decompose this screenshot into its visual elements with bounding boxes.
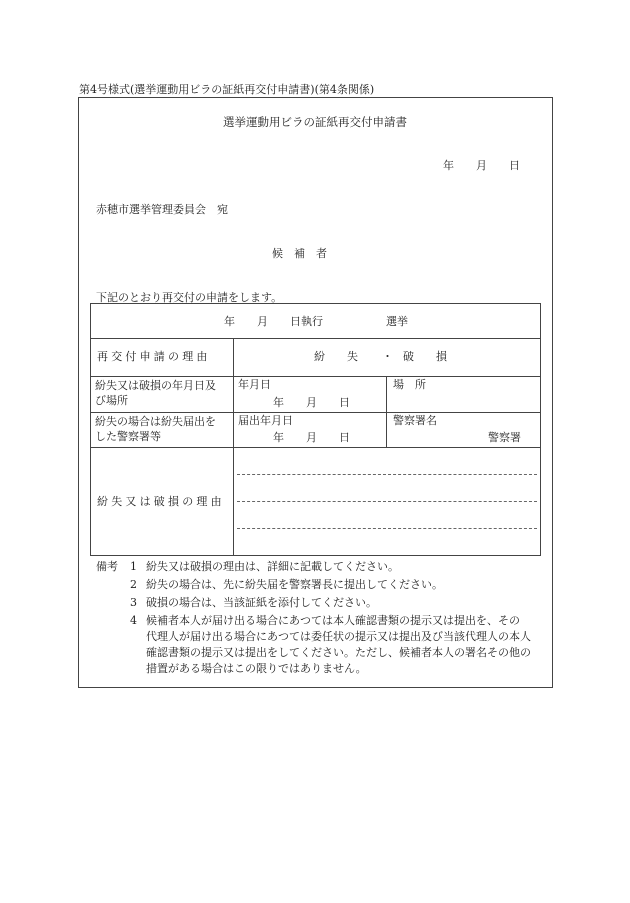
reason-label: 再交付申請の理由 <box>97 350 211 363</box>
election-name-label: 選挙 <box>386 315 408 328</box>
request-sentence: 下記のとおり再交付の申請をします。 <box>96 291 283 304</box>
note-text: 紛失又は破損の理由は、詳細に記載してください。 <box>146 560 399 573</box>
note-text: 確認書類の提示又は提出をしてください。ただし、候補者本人の署名その他の <box>146 646 531 659</box>
loss-date-place-label-line2: び場所 <box>95 394 128 407</box>
loss-date-field[interactable]: 年 月 日 <box>273 396 350 409</box>
application-date: 年 月 日 <box>443 159 520 172</box>
police-report-label-line1: 紛失の場合は紛失届出を <box>95 415 216 428</box>
police-report-label-line2: した警察署等 <box>95 430 161 443</box>
police-station-label: 警察署名 <box>393 414 437 427</box>
note-text: 紛失の場合は、先に紛失届を警察署長に提出してください。 <box>146 578 443 591</box>
note-text: 破損の場合は、当該証紙を添付してください。 <box>146 596 377 609</box>
election-date: 年 月 日執行 <box>224 315 323 328</box>
report-date-label: 届出年月日 <box>238 414 293 427</box>
row-divider <box>91 376 540 377</box>
addressee: 赤穂市選挙管理委員会 宛 <box>96 203 228 216</box>
note-text: 措置がある場合はこの限りではありません。 <box>146 662 367 675</box>
detail-reason-label: 紛失又は破損の理由 <box>97 495 225 508</box>
column-divider <box>233 338 234 555</box>
reason-option-damage[interactable]: 破 損 <box>403 350 447 363</box>
row-divider <box>91 447 540 448</box>
report-date-field[interactable]: 年 月 日 <box>273 431 350 444</box>
police-station-suffix: 警察署 <box>488 431 521 444</box>
application-table <box>90 303 541 556</box>
loss-date-place-label-line1: 紛失又は破損の年月日及 <box>95 379 216 392</box>
row-divider <box>91 412 540 413</box>
note-number: 4 <box>130 614 137 627</box>
form-number-heading: 第4号様式(選挙運動用ビラの証紙再交付申請書)(第4条関係) <box>79 83 375 96</box>
candidate-label: 候 補 者 <box>272 247 327 260</box>
loss-place-label: 場 所 <box>393 378 426 391</box>
note-number: 3 <box>130 596 137 609</box>
note-number: 2 <box>130 578 137 591</box>
document-title: 選挙運動用ビラの証紙再交付申請書 <box>223 115 407 129</box>
note-number: 1 <box>130 560 137 573</box>
reason-separator: ・ <box>382 350 393 363</box>
note-text: 代理人が届け出る場合にあつては委任状の提示又は提出及び当該代理人の本人 <box>146 630 531 643</box>
column-divider <box>386 376 387 447</box>
loss-date-label: 年月日 <box>238 378 271 391</box>
row-divider <box>91 338 540 339</box>
notes-heading: 備考 <box>96 560 118 573</box>
detail-reason-field[interactable] <box>235 449 538 553</box>
note-text: 候補者本人が届け出る場合にあつては本人確認書類の提示又は提出を、その <box>146 614 520 627</box>
reason-option-loss[interactable]: 紛 失 <box>314 350 358 363</box>
